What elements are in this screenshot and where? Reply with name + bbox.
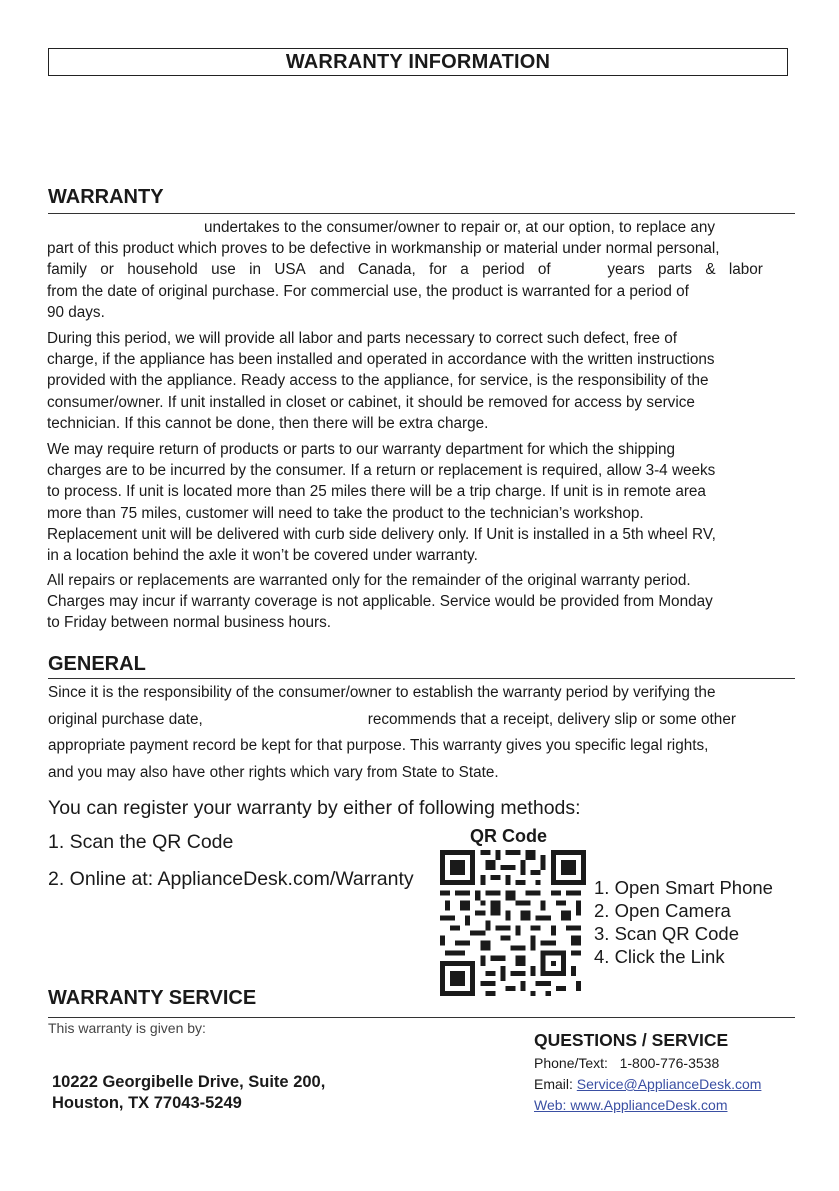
general-heading: GENERAL [48,653,146,675]
text-fragment: original purchase date, [48,710,203,728]
company-address [52,1072,325,1114]
qr-code-icon[interactable] [440,850,586,996]
text-line: more than 75 miles, customer will need to take the product to the technician’s workshop. [47,504,644,522]
text-line: provided with the appliance. Ready access to the appliance, for service, is the responsibility of the [47,372,709,390]
text-line: technician. If this cannot be done, then there will be extra charge. [47,414,489,432]
text-line: 90 days. [47,303,105,321]
word: of [537,261,551,279]
general-rule [48,678,795,679]
register-method-qr: 1. Scan the QR Code [48,831,234,853]
phone-label: Phone/Text: [534,1055,608,1071]
word: period [482,261,525,279]
warranty-paragraph-3 [47,439,795,566]
address-line: 10222 Georgibelle Drive, Suite 200, [52,1073,326,1091]
given-by-text: This warranty is given by: [48,1020,206,1036]
word: in [249,261,261,279]
text-line: charges are to be incurred by the consumer. If a return or replacement is required, allow 3-4 weeks [47,462,716,480]
text-line: to process. If unit is located more than 25 miles there will be a trip charge. If unit is in remote area [47,483,706,501]
text-line: All repairs or replacements are warranted only for the remainder of the original warranty period. [47,572,691,589]
text-line: consumer/owner. If unit installed in closet or cabinet, it should be removed for access by service [47,393,695,411]
email-label: Email: [534,1076,573,1092]
word: family [47,261,87,279]
warranty-heading: WARRANTY [48,186,164,208]
address-line: Houston, TX 77043-5249 [52,1094,242,1112]
warranty-paragraph-4 [47,570,795,634]
text-line: Replacement unit will be delivered with curb side delivery only. If Unit is installed in a 5th wheel RV, [47,525,716,543]
text-fragment: recommends that a receipt, delivery slip or some other [367,710,736,728]
warranty-service-heading: WARRANTY SERVICE [48,987,257,1009]
word: use [211,261,236,279]
warranty-paragraph-1 [47,217,795,323]
email-row [534,1074,761,1095]
word: a [460,261,469,279]
text-line: We may require return of products or parts to our warranty department for which the shipping [47,441,676,458]
general-paragraph [48,680,796,786]
text-line: Charges may incur if warranty coverage is not applicable. Service would be provided from Monday [47,593,713,611]
text-line: appropriate payment record be kept for that purpose. This warranty gives you specific legal rights, [48,737,709,754]
title-box [48,48,788,76]
word: for [429,261,447,279]
register-method-online[interactable]: 2. Online at: ApplianceDesk.com/Warranty [48,868,414,890]
word: parts [658,261,693,279]
text-line [48,707,796,734]
text-line: undertakes to the consumer/owner to repair or, at our option, to replace any [204,219,716,236]
service-rule [48,1017,795,1018]
warranty-paragraph-2 [47,328,795,434]
page-title: WARRANTY INFORMATION [285,50,551,73]
text-line: and you may also have other rights which vary from State to State. [48,763,499,781]
email-link[interactable]: Service@ApplianceDesk.com [576,1076,762,1092]
qr-step: 2. Open Camera [594,900,731,921]
qr-step: 4. Click the Link [594,946,725,967]
word: & [705,261,716,279]
word: labor [728,261,763,279]
web-link[interactable]: Web: www.ApplianceDesk.com [534,1097,728,1113]
text-line: to Friday between normal business hours. [47,614,331,632]
text-line-justified [47,259,763,280]
word: years [607,261,645,279]
phone-row [534,1053,761,1074]
warranty-rule [48,213,795,214]
phone-number[interactable]: 1-800-776-3538 [619,1055,720,1071]
word: household [127,261,198,279]
qr-title: QR Code [470,826,548,846]
qr-step: 1. Open Smart Phone [594,877,773,898]
text-line: charge, if the appliance has been installed and operated in accordance with the written instructions [47,351,715,369]
word: Canada, [357,261,416,279]
word: or [100,261,114,279]
blank-gap [564,259,594,280]
text-line: from the date of original purchase. For commercial use, the product is warranted for a period of [47,282,689,300]
qr-steps-list [594,876,773,968]
word: and [319,261,345,279]
web-row [534,1095,761,1116]
qr-step: 3. Scan QR Code [594,923,739,944]
text-line: in a location behind the axle it won’t be covered under warranty. [47,547,478,565]
text-line: Since it is the responsibility of the consumer/owner to establish the warranty period by verifying the [48,684,716,701]
register-intro: You can register your warranty by either of following methods: [48,797,581,819]
word: USA [274,261,306,279]
questions-service-heading: QUESTIONS / SERVICE [534,1030,729,1050]
contact-block [534,1053,761,1116]
text-line: part of this product which proves to be defective in workmanship or material under normal personal, [47,240,720,258]
text-line: During this period, we will provide all labor and parts necessary to correct such defect, free of [47,330,678,347]
